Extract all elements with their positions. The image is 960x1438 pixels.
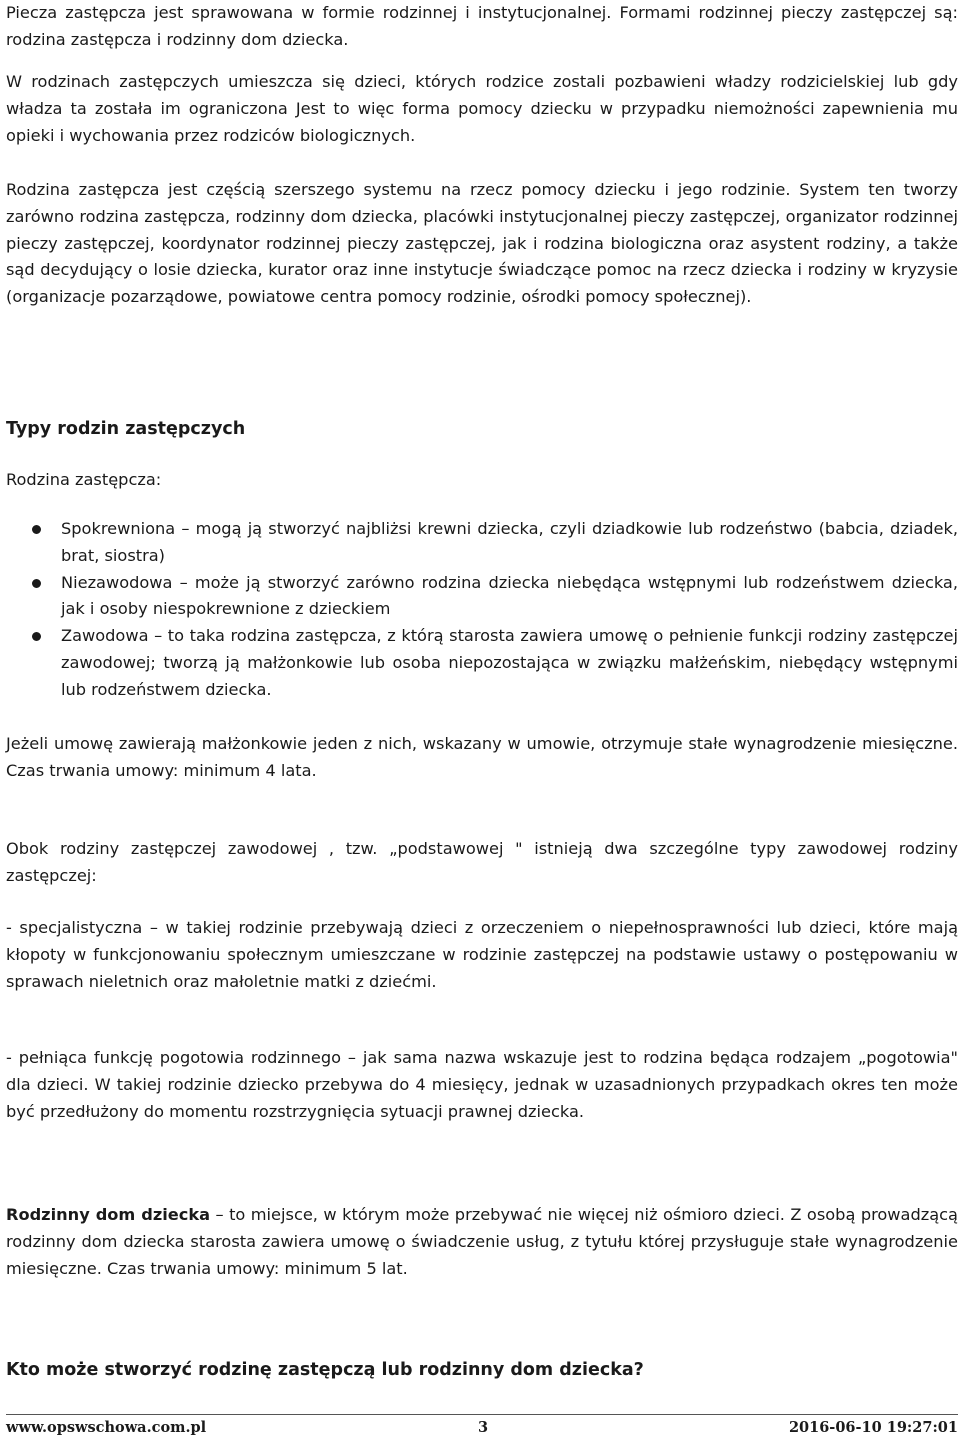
family-home-text: – to miejsce, w którym może przebywać nie więcej niż ośmioro dzieci. Z osobą prowadzącą rodzinny dom dziecka starosta zawiera umowę o świadczenie usług, z tytułu której przysługuje stałe wynagrodzenie miesięczne. Czas trwania umowy: minimum 5 lat. xyxy=(6,1205,958,1278)
paragraph-specialized: - specjalistyczna – w takiej rodzinie przebywają dzieci z orzeczeniem o niepełnosprawności lub dzieci, które mają kłopoty w funkcjonowaniu społecznym umieszczane w rodzinie zastępczej na podstawie ustawy o postępowaniu w sprawach nieletnich oraz małoletnie matki z dziećmi. xyxy=(6,918,958,991)
list-item xyxy=(6,516,958,570)
paragraph-intro: Piecza zastępcza jest sprawowana w formie rodzinnej i instytucjonalnej. Formami rodzinnej pieczy zastępczej są: rodzina zastępcza i rodzinny dom dziecka. xyxy=(6,3,958,49)
family-home-term: Rodzinny dom dziecka xyxy=(6,1205,211,1224)
document-page xyxy=(6,0,958,1436)
paragraph-family-home xyxy=(6,1202,958,1282)
page-footer xyxy=(6,1414,958,1436)
heading-types: Typy rodzin zastępczych xyxy=(6,419,246,439)
types-intro: Rodzina zastępcza: xyxy=(6,470,162,489)
bullet-icon xyxy=(32,525,41,534)
paragraph-contract: Jeżeli umowę zawierają małżonkowie jeden z nich, wskazany w umowie, otrzymuje stałe wynagrodzenie miesięczne. Czas trwania umowy: minimum 4 lata. xyxy=(6,734,958,780)
paragraph-emergency: - pełniąca funkcję pogotowia rodzinnego – jak sama nazwa wskazuje jest to rodzina będąca rodzajem „pogotowia" dla dzieci. W takiej rodzinie dziecko przebywa do 4 miesięcy, jednak w uzasadnionych przypadkach okres ten może być przedłużony do momentu rozstrzygnięcia sytuacji prawnej dziecka. xyxy=(6,1048,958,1121)
list-item-text: Zawodowa – to taka rodzina zastępcza, z którą starosta zawiera umowę o pełnienie funkcji rodziny zastępczej zawodowej; tworzą ją małżonkowie lub osoba niepozostająca w związku małżeńskim, niebędący wstępnymi lub rodzeństwem dziecka. xyxy=(61,626,958,699)
footer-url[interactable]: www.opswschowa.com.pl xyxy=(6,1419,207,1436)
list-item xyxy=(6,623,958,703)
heading-who: Kto może stworzyć rodzinę zastępczą lub rodzinny dom dziecka? xyxy=(6,1360,644,1380)
bullet-icon xyxy=(32,632,41,641)
types-list xyxy=(6,516,958,704)
paragraph-foster-families: W rodzinach zastępczych umieszcza się dzieci, których rodzice zostali pozbawieni władzy rodzicielskiej lub gdy władza ta została im ograniczona Jest to więc forma pomocy dziecku w przypadku niemożności zapewnienia mu opieki i wychowania przez rodziców biologicznych. xyxy=(6,72,958,145)
paragraph-special-types: Obok rodziny zastępczej zawodowej , tzw. „podstawowej " istnieją dwa szczególne typy zawodowej rodziny zastępczej: xyxy=(6,839,958,885)
list-item-text: Niezawodowa – może ją stworzyć zarówno rodzina dziecka niebędąca wstępnymi lub rodzeństwem dziecka, jak i osoby niespokrewnione z dzieckiem xyxy=(61,572,958,619)
bullet-icon xyxy=(32,579,41,588)
footer-page-number: 3 xyxy=(478,1419,489,1436)
list-item-text: Spokrewniona – mogą ją stworzyć najbliżsi krewni dziecka, czyli dziadkowie lub rodzeństwo (babcia, dziadek, brat, siostra) xyxy=(61,519,958,565)
paragraph-system: Rodzina zastępcza jest częścią szerszego systemu na rzecz pomocy dziecku i jego rodzinie. System ten tworzy zarówno rodzina zastępcza, rodzinny dom dziecka, placówki instytucjonalnej pieczy zastępczej, organizator rodzinnej pieczy zastępczej, koordynator rodzinnej pieczy zastępczej, jak i rodzina biologiczna oraz asystent rodziny, a także sąd decydujący o losie dziecka, kurator oraz inne instytucje świadczące pomoc na rzecz dziecka i rodziny w kryzysie (organizacje pozarządowe, powiatowe centra pomocy rodzinie, ośrodki pomocy społecznej). xyxy=(6,180,958,307)
footer-datetime: 2016-06-10 19:27:01 xyxy=(788,1419,958,1436)
list-item xyxy=(6,570,958,624)
